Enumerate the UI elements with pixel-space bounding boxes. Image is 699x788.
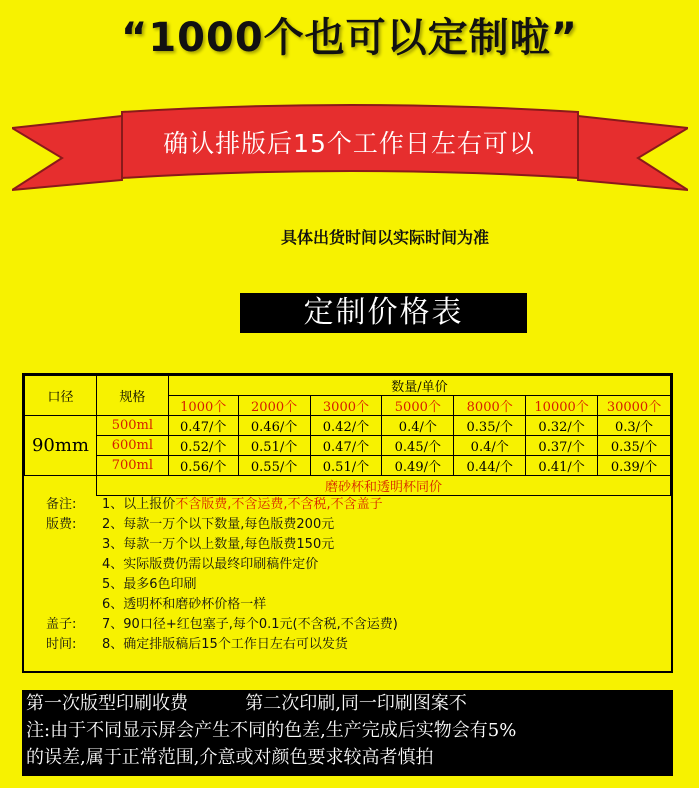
qty-col: 3000个 xyxy=(310,396,382,416)
price-cell: 0.56/个 xyxy=(168,456,238,476)
price-table-title: 定制价格表 xyxy=(240,293,527,333)
note-highlight: 不含版费,不含运费,不含税,不含盖子 xyxy=(175,497,383,512)
note-label xyxy=(46,595,102,615)
notes-section xyxy=(46,495,666,655)
note-line xyxy=(46,555,666,575)
price-cell: 0.39/个 xyxy=(598,456,671,476)
price-table xyxy=(24,375,671,496)
note-text: 3、每款一万个以上数量,每色版费150元 xyxy=(102,537,335,552)
table-row xyxy=(25,456,671,476)
disclaimer-line: 第一次版型印刷收费 第二次印刷,同一印刷图案不 xyxy=(26,693,467,714)
note-text: 5、最多6色印刷 xyxy=(102,577,197,592)
same-price-note: 磨砂杯和透明杯同价 xyxy=(96,476,670,496)
note-line xyxy=(46,575,666,595)
price-cell: 0.4/个 xyxy=(382,416,454,436)
note-label xyxy=(46,575,102,595)
price-cell: 0.32/个 xyxy=(526,416,598,436)
price-cell: 0.41/个 xyxy=(526,456,598,476)
ribbon-left-tail xyxy=(12,116,122,190)
qty-col: 5000个 xyxy=(382,396,454,416)
price-cell: 0.37/个 xyxy=(526,436,598,456)
qty-col: 8000个 xyxy=(454,396,526,416)
spec-value: 500ml xyxy=(96,416,168,436)
price-cell: 0.45/个 xyxy=(382,436,454,456)
price-cell: 0.51/个 xyxy=(310,456,382,476)
price-cell: 0.55/个 xyxy=(238,456,310,476)
price-cell: 0.44/个 xyxy=(454,456,526,476)
price-cell: 0.47/个 xyxy=(310,436,382,456)
ribbon-text: 确认排版后15个工作日左右可以 xyxy=(163,129,535,158)
price-cell: 0.49/个 xyxy=(382,456,454,476)
note-text: 7、90口径+红包塞子,每个0.1元(不含税,不含运费) xyxy=(102,617,398,632)
table-row xyxy=(25,416,671,436)
price-cell: 0.51/个 xyxy=(238,436,310,456)
disclaimer-line: 的误差,属于正常范围,介意或对颜色要求较高者慎拍 xyxy=(26,747,434,768)
note-line xyxy=(46,595,666,615)
price-cell: 0.52/个 xyxy=(168,436,238,456)
price-table-panel xyxy=(22,373,673,673)
spec-value: 600ml xyxy=(96,436,168,456)
spec-header: 规格 xyxy=(96,376,168,416)
table-row xyxy=(25,436,671,456)
spec-value: 700ml xyxy=(96,456,168,476)
note-line xyxy=(46,495,666,515)
qty-col: 2000个 xyxy=(238,396,310,416)
price-cell: 0.35/个 xyxy=(454,416,526,436)
ribbon-right-tail xyxy=(578,116,688,190)
empty-cell xyxy=(25,476,97,496)
note-label: 备注: xyxy=(46,497,77,512)
note-label xyxy=(46,555,102,575)
note-label: 盖子: xyxy=(46,617,77,632)
note-line xyxy=(46,635,666,655)
color-disclaimer-box xyxy=(22,690,673,776)
price-cell: 0.42/个 xyxy=(310,416,382,436)
price-cell: 0.3/个 xyxy=(598,416,671,436)
caliber-value: 90mm xyxy=(25,416,97,476)
note-label: 版费: xyxy=(46,517,77,532)
headline: “1000个也可以定制啦” xyxy=(121,15,578,61)
price-cell: 0.4/个 xyxy=(454,436,526,456)
note-line xyxy=(46,615,666,635)
disclaimer-line: 注:由于不同显示屏会产生不同的色差,生产完成后实物会有5% xyxy=(26,720,517,741)
note-text: 4、实际版费仍需以最终印刷稿件定价 xyxy=(102,557,319,572)
note-text: 1、以上报价 xyxy=(102,497,176,512)
note-text: 2、每款一万个以下数量,每色版费200元 xyxy=(102,517,335,532)
price-cell: 0.46/个 xyxy=(238,416,310,436)
quantity-header: 数量/单价 xyxy=(168,376,670,396)
shipping-note: 具体出货时间以实际时间为准 xyxy=(280,228,489,247)
qty-col: 10000个 xyxy=(526,396,598,416)
price-cell: 0.47/个 xyxy=(168,416,238,436)
caliber-header: 口径 xyxy=(25,376,97,416)
note-text: 6、透明杯和磨砂杯价格一样 xyxy=(102,597,267,612)
note-label: 时间: xyxy=(46,637,77,652)
price-cell: 0.35/个 xyxy=(598,436,671,456)
note-text: 8、确定排版稿后15个工作日左右可以发货 xyxy=(102,637,348,652)
note-label xyxy=(46,535,102,555)
qty-col: 1000个 xyxy=(168,396,238,416)
qty-col: 30000个 xyxy=(598,396,671,416)
note-line xyxy=(46,515,666,535)
note-line xyxy=(46,535,666,555)
